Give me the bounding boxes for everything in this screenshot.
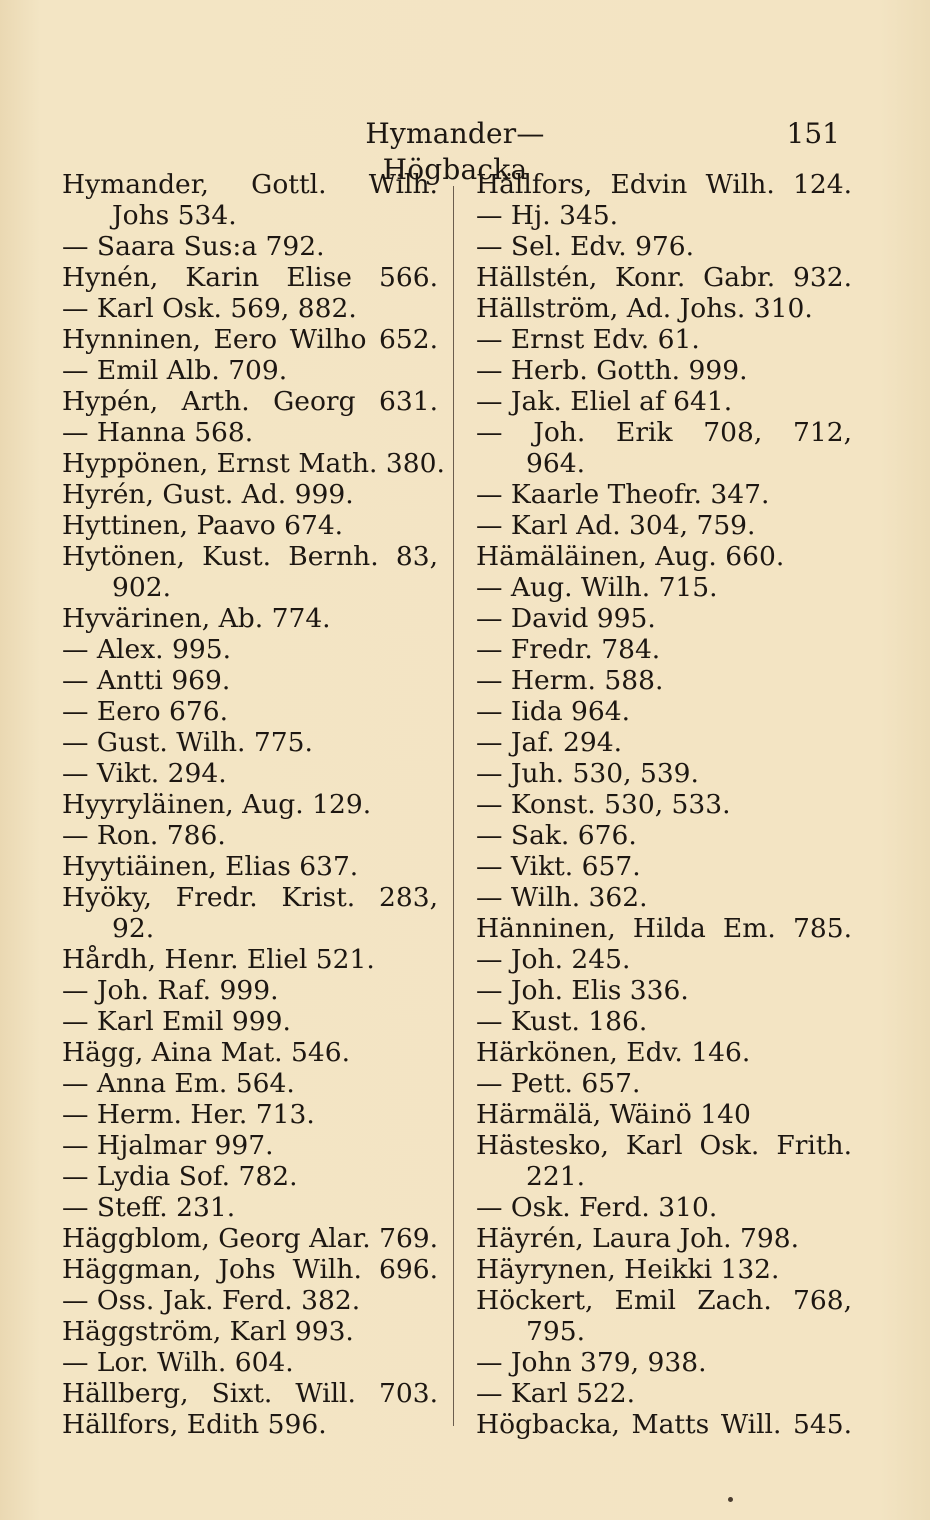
index-entry: — Kust. 186. — [476, 1006, 648, 1037]
index-entry: — Osk. Ferd. 310. — [476, 1192, 718, 1223]
index-entry-continuation: 92. — [112, 913, 155, 944]
index-entry: Hyvärinen, Ab. 774. — [62, 603, 331, 634]
index-entry: — Karl Ad. 304, 759. — [476, 510, 756, 541]
right-index-column — [476, 170, 852, 1440]
index-entry: — John 379, 938. — [476, 1347, 707, 1378]
index-entry: Hällstén, Konr. Gabr. 932. — [476, 262, 852, 293]
index-entry: — Karl 522. — [476, 1378, 636, 1409]
index-entry-continuation: 964. — [526, 448, 586, 479]
index-entry: — Karl Emil 999. — [62, 1006, 291, 1037]
index-entry: — Joh. Raf. 999. — [62, 975, 279, 1006]
index-entry: — Alex. 995. — [62, 634, 232, 665]
index-entry: Hällström, Ad. Johs. 310. — [476, 293, 813, 324]
index-entry: Häyrynen, Heikki 132. — [476, 1254, 780, 1285]
index-entry: — Herb. Gotth. 999. — [476, 355, 748, 386]
index-entry: Hyrén, Gust. Ad. 999. — [62, 479, 354, 510]
index-entry: — Sel. Edv. 976. — [476, 231, 695, 262]
index-entry: Högbacka, Matts Will. 545. — [476, 1409, 852, 1440]
index-entry: Häggblom, Georg Alar. 769. — [62, 1223, 439, 1254]
index-entry: — Jaf. 294. — [476, 727, 623, 758]
index-entry-continuation: 902. — [112, 572, 172, 603]
index-entry: — Vikt. 294. — [62, 758, 227, 789]
index-entry: Hyytiäinen, Elias 637. — [62, 851, 359, 882]
index-entry: Häggman, Johs Wilh. 696. — [62, 1254, 438, 1285]
index-entry: Hästesko, Karl Osk. Frith. — [476, 1130, 852, 1161]
index-entry: Hyppönen, Ernst Math. 380. — [62, 448, 445, 479]
index-entry: Hyyryläinen, Aug. 129. — [62, 789, 372, 820]
index-entry: — Konst. 530, 533. — [476, 789, 731, 820]
index-entry: Härkönen, Edv. 146. — [476, 1037, 751, 1068]
index-entry-continuation: 795. — [526, 1316, 586, 1347]
index-entry: — Oss. Jak. Ferd. 382. — [62, 1285, 361, 1316]
index-entry: — Joh. Erik 708, 712, — [476, 417, 852, 448]
index-entry: Hyöky, Fredr. Krist. 283, — [62, 882, 438, 913]
page-number: 151 — [786, 117, 840, 150]
index-entry: — Karl Osk. 569, 882. — [62, 293, 357, 324]
index-entry: Häyrén, Laura Joh. 798. — [476, 1223, 799, 1254]
index-entry: Hällfors, Edith 596. — [62, 1409, 327, 1440]
index-entry: — Jak. Eliel af 641. — [476, 386, 733, 417]
index-entry: — Aug. Wilh. 715. — [476, 572, 718, 603]
index-entry: Hynén, Karin Elise 566. — [62, 262, 438, 293]
index-entry: — Juh. 530, 539. — [476, 758, 699, 789]
index-entry: — David 995. — [476, 603, 656, 634]
index-entry: — Emil Alb. 709. — [62, 355, 288, 386]
index-entry-continuation: 221. — [526, 1161, 586, 1192]
index-entry: — Saara Sus:a 792. — [62, 231, 325, 262]
index-entry: Hytönen, Kust. Bernh. 83, — [62, 541, 438, 572]
index-entry: Hyttinen, Paavo 674. — [62, 510, 344, 541]
index-entry: — Sak. 676. — [476, 820, 637, 851]
index-entry: — Herm. 588. — [476, 665, 664, 696]
index-entry: — Hj. 345. — [476, 200, 619, 231]
index-entry: Höckert, Emil Zach. 768, — [476, 1285, 852, 1316]
index-entry: — Anna Em. 564. — [62, 1068, 295, 1099]
index-entry: — Eero 676. — [62, 696, 229, 727]
index-entry: — Joh. 245. — [476, 944, 631, 975]
index-entry: — Wilh. 362. — [476, 882, 648, 913]
index-entry: Hymander, Gottl. Wilh. — [62, 169, 438, 200]
running-header-title: Hymander—Högbacka — [365, 117, 545, 186]
index-entry: Hårdh, Henr. Eliel 521. — [62, 944, 375, 975]
index-entry: Häggström, Karl 993. — [62, 1316, 354, 1347]
index-entry: Hypén, Arth. Georg 631. — [62, 386, 438, 417]
index-entry: — Lydia Sof. 782. — [62, 1161, 298, 1192]
index-entry: — Lor. Wilh. 604. — [62, 1347, 294, 1378]
index-entry: — Ernst Edv. 61. — [476, 324, 700, 355]
index-entry-continuation: Johs 534. — [112, 200, 237, 231]
index-entry: — Herm. Her. 713. — [62, 1099, 315, 1130]
index-entry: — Hanna 568. — [62, 417, 254, 448]
index-entry: — Gust. Wilh. 775. — [62, 727, 313, 758]
index-entry: Hägg, Aina Mat. 546. — [62, 1037, 351, 1068]
column-divider — [453, 186, 454, 1426]
index-entry: — Steff. 231. — [62, 1192, 236, 1223]
index-entry: Hämäläinen, Aug. 660. — [476, 541, 785, 572]
index-entry: — Antti 969. — [62, 665, 231, 696]
index-entry: Hällberg, Sixt. Will. 703. — [62, 1378, 438, 1409]
index-entry: Hynninen, Eero Wilho 652. — [62, 324, 438, 355]
index-entry: — Hjalmar 997. — [62, 1130, 274, 1161]
index-entry: — Ron. 786. — [62, 820, 226, 851]
ink-speck-mark — [728, 1497, 733, 1502]
index-entry: Hänninen, Hilda Em. 785. — [476, 913, 852, 944]
index-entry: — Fredr. 784. — [476, 634, 661, 665]
index-entry: — Vikt. 657. — [476, 851, 641, 882]
index-entry: — Joh. Elis 336. — [476, 975, 689, 1006]
index-entry: — Iida 964. — [476, 696, 631, 727]
index-entry: Härmälä, Wäinö 140 — [476, 1099, 751, 1130]
index-entry: — Pett. 657. — [476, 1068, 641, 1099]
index-entry: Hällfors, Edvin Wilh. 124. — [476, 169, 852, 200]
left-index-column — [62, 169, 445, 1440]
index-entry: — Kaarle Theofr. 347. — [476, 479, 770, 510]
